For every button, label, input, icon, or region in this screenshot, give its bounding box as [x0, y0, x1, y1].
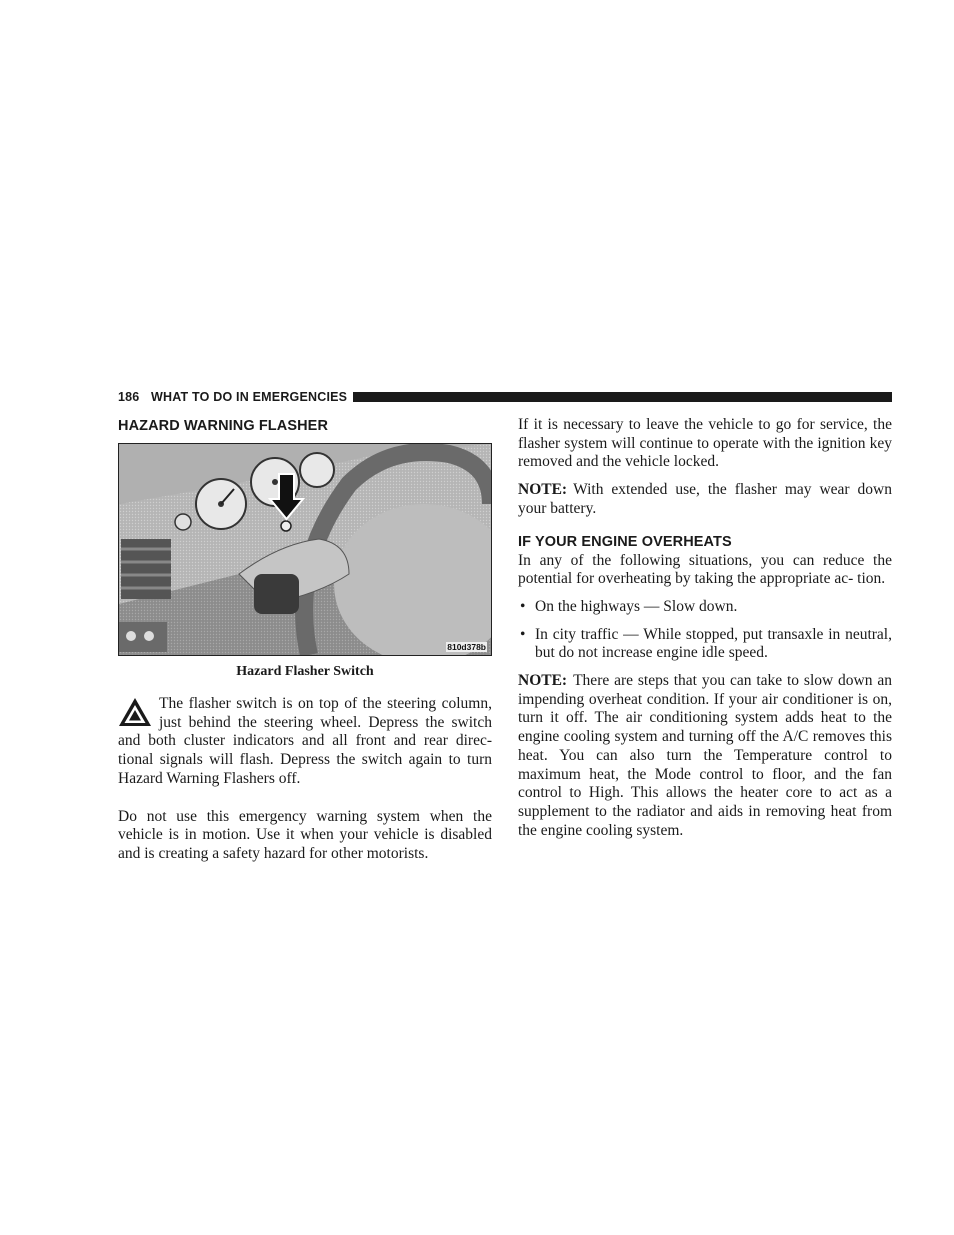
bullet-dot: •: [520, 625, 526, 643]
overheat-heading: IF YOUR ENGINE OVERHEATS: [518, 533, 732, 550]
figure-code: 810d378b: [447, 642, 486, 652]
motion-paragraph: Do not use this emergency warning system when the vehicle is in motion. Use it when your vehicle is disabled and is creating a safety hazard for other motorists.: [118, 807, 492, 862]
bullet-dot: •: [520, 597, 526, 615]
list-item: [518, 598, 892, 617]
note-battery: [518, 481, 892, 518]
list-item-text: In city traffic — While stopped, put transaxle in neutral, but do not increase engine idle speed.: [535, 625, 892, 662]
warning-paragraph: The flasher switch is on top of the steering column, just behind the steering wheel. Depress the switch and both cluster indicators and all front and rear direc- tional signals will flash. Depress the switch again to turn Hazard Warning Flashers off.: [118, 695, 492, 787]
header-rule: [353, 392, 892, 402]
dashboard-illustration: [119, 444, 491, 655]
note-label: NOTE:: [518, 481, 568, 499]
left-column: [118, 416, 492, 864]
note-label: NOTE:: [518, 672, 568, 690]
warning-paragraph-block: [118, 695, 492, 789]
warning-triangle-icon: [118, 697, 152, 727]
list-item-text: On the highways — Slow down.: [535, 597, 738, 615]
hazard-heading: HAZARD WARNING FLASHER: [118, 418, 329, 434]
overheat-list: [518, 598, 892, 663]
note-text: There are steps that you can take to slow down an impending overheat condition. If your air conditioner is on, turn it off. The air conditioning system adds heat to the engine cooling system and turning off the A/C removes this heat. You can also turn the Temperature control to maximum heat, the Mode control to floor, and the fan control to High. This allows the heater core to act as a supplement to the radiator and aids in removing heat from the engine cooling system.: [518, 672, 892, 839]
figure-caption: Hazard Flasher Switch: [236, 664, 374, 679]
right-column: [518, 416, 892, 840]
page-header: [118, 389, 892, 405]
section-title: WHAT TO DO IN EMERGENCIES: [151, 390, 348, 404]
page-number: 186: [118, 390, 140, 404]
list-item: [518, 626, 892, 663]
hazard-flasher-figure: [118, 443, 492, 656]
note-overheat: [518, 672, 892, 840]
overheat-intro: In any of the following situations, you can reduce the potential for overheating by taking the appropriate ac- tion.: [518, 551, 892, 588]
service-paragraph: If it is necessary to leave the vehicle to go for service, the flasher system will continue to operate with the ignition key removed and the vehicle locked.: [518, 416, 892, 471]
note-text: With extended use, the flasher may wear down your battery.: [518, 481, 892, 517]
